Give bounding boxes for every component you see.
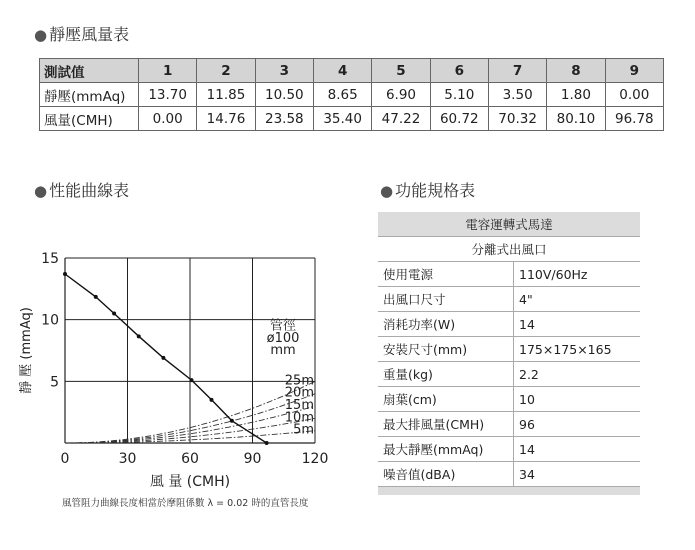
x-tick-label: 60 xyxy=(181,451,199,467)
y-tick-label: 10 xyxy=(41,312,59,329)
duct-curve-label: 10m xyxy=(284,410,314,426)
column-header: 6 xyxy=(430,59,488,83)
table-cell: 0.00 xyxy=(605,83,663,107)
table-cell: 96.78 xyxy=(605,107,663,131)
column-header: 5 xyxy=(372,59,430,83)
table-row xyxy=(378,437,640,462)
x-tick-label: 30 xyxy=(118,451,137,467)
table-row xyxy=(378,287,640,312)
x-tick-label: 120 xyxy=(301,451,329,467)
x-tick-label: 90 xyxy=(243,451,262,467)
column-header: 3 xyxy=(255,59,313,83)
spec-footer-bar xyxy=(378,487,640,496)
column-header: 7 xyxy=(488,59,546,83)
x-tick-label: 0 xyxy=(60,451,70,467)
table-row xyxy=(378,337,640,362)
annotation-label: 管徑 xyxy=(269,318,297,334)
table-row xyxy=(378,387,640,412)
spec-header-row xyxy=(378,212,640,237)
bullet-icon: ● xyxy=(380,182,394,200)
spec-title: ● 功能規格表 xyxy=(380,181,476,200)
annotation-label: ø100 xyxy=(266,330,300,346)
spec-key: 使用電源 xyxy=(378,262,514,287)
spec-key: 重量(kg) xyxy=(378,362,514,387)
table-cell: 3.50 xyxy=(488,83,546,107)
table-row xyxy=(378,462,640,487)
spec-key: 出風口尺寸 xyxy=(378,287,514,312)
spec-value: 96 xyxy=(514,412,641,437)
data-point xyxy=(265,441,269,445)
data-point xyxy=(230,419,234,423)
table-cell: 60.72 xyxy=(430,107,488,131)
y-axis-title: 靜 壓 (mmAq) xyxy=(19,307,34,394)
table-cell: 8.65 xyxy=(313,83,371,107)
table-header-row xyxy=(40,59,664,83)
table-row xyxy=(378,412,640,437)
column-header: 4 xyxy=(313,59,371,83)
spec-subheader-row xyxy=(378,237,640,262)
row-label: 靜壓(mmAq) xyxy=(40,83,139,107)
spec-value: 14 xyxy=(514,312,641,337)
spec-key: 最大排風量(CMH) xyxy=(378,412,514,437)
y-tick-label: 5 xyxy=(50,374,59,391)
x-axis-title: 風 量 (CMH) xyxy=(149,474,231,490)
table-row xyxy=(40,83,664,107)
spec-value: 175×175×165 xyxy=(514,337,641,362)
chart-footnote: 風管阻力曲線長度相當於摩阻係數 λ = 0.02 時的直管長度 xyxy=(62,498,309,509)
duct-curve-label: 20m xyxy=(284,385,314,401)
table-cell: 14.76 xyxy=(197,107,255,131)
spec-value: 34 xyxy=(514,462,641,487)
bullet-icon: ● xyxy=(34,182,48,200)
table-cell: 80.10 xyxy=(547,107,605,131)
table-cell: 35.40 xyxy=(313,107,371,131)
table-row xyxy=(378,362,640,387)
table-cell: 1.80 xyxy=(547,83,605,107)
data-point xyxy=(137,334,141,338)
spec-key: 噪音值(dBA) xyxy=(378,462,514,487)
spec-subheader: 分離式出風口 xyxy=(378,237,640,262)
table-cell: 13.70 xyxy=(139,83,197,107)
static-pressure-table xyxy=(39,58,664,131)
fan-curve xyxy=(65,274,267,443)
duct-curve-label: 25m xyxy=(284,373,314,389)
column-header: 9 xyxy=(605,59,663,83)
spec-table xyxy=(378,212,640,495)
table-cell: 11.85 xyxy=(197,83,255,107)
spec-value: 2.2 xyxy=(514,362,641,387)
data-point xyxy=(161,356,165,360)
spec-value: 4" xyxy=(514,287,641,312)
data-point xyxy=(63,272,67,276)
row-label: 風量(CMH) xyxy=(40,107,139,131)
data-point xyxy=(94,295,98,299)
spec-header: 電容運轉式馬達 xyxy=(378,212,640,237)
data-point xyxy=(112,312,116,316)
data-point xyxy=(190,378,194,382)
column-header: 1 xyxy=(139,59,197,83)
table-cell: 6.90 xyxy=(372,83,430,107)
table-row xyxy=(378,262,640,287)
static-pressure-title: ● 靜壓風量表 xyxy=(34,25,130,44)
table-row xyxy=(378,312,640,337)
column-header: 2 xyxy=(197,59,255,83)
duct-curve-label: 15m xyxy=(284,398,314,413)
y-tick-label: 15 xyxy=(41,251,59,267)
table-cell: 0.00 xyxy=(139,107,197,131)
table-row xyxy=(40,107,664,131)
table-cell: 10.50 xyxy=(255,83,313,107)
table-cell: 5.10 xyxy=(430,83,488,107)
spec-value: 14 xyxy=(514,437,641,462)
annotation-label: mm xyxy=(270,343,296,359)
table-cell: 70.32 xyxy=(488,107,546,131)
data-point xyxy=(210,398,214,402)
table-cell: 47.22 xyxy=(372,107,430,131)
performance-curve-title: ● 性能曲線表 xyxy=(34,181,130,200)
spec-key: 安裝尺寸(mm) xyxy=(378,337,514,362)
spec-key: 最大靜壓(mmAq) xyxy=(378,437,514,462)
header-label: 測試值 xyxy=(40,59,139,83)
duct-curve-label: 5m xyxy=(293,422,314,438)
bullet-icon: ● xyxy=(34,26,48,44)
column-header: 8 xyxy=(547,59,605,83)
spec-key: 消耗功率(W) xyxy=(378,312,514,337)
spec-key: 扇葉(cm) xyxy=(378,387,514,412)
spec-value: 10 xyxy=(514,387,641,412)
table-cell: 23.58 xyxy=(255,107,313,131)
spec-value: 110V/60Hz xyxy=(514,262,641,287)
performance-chart xyxy=(0,240,345,490)
